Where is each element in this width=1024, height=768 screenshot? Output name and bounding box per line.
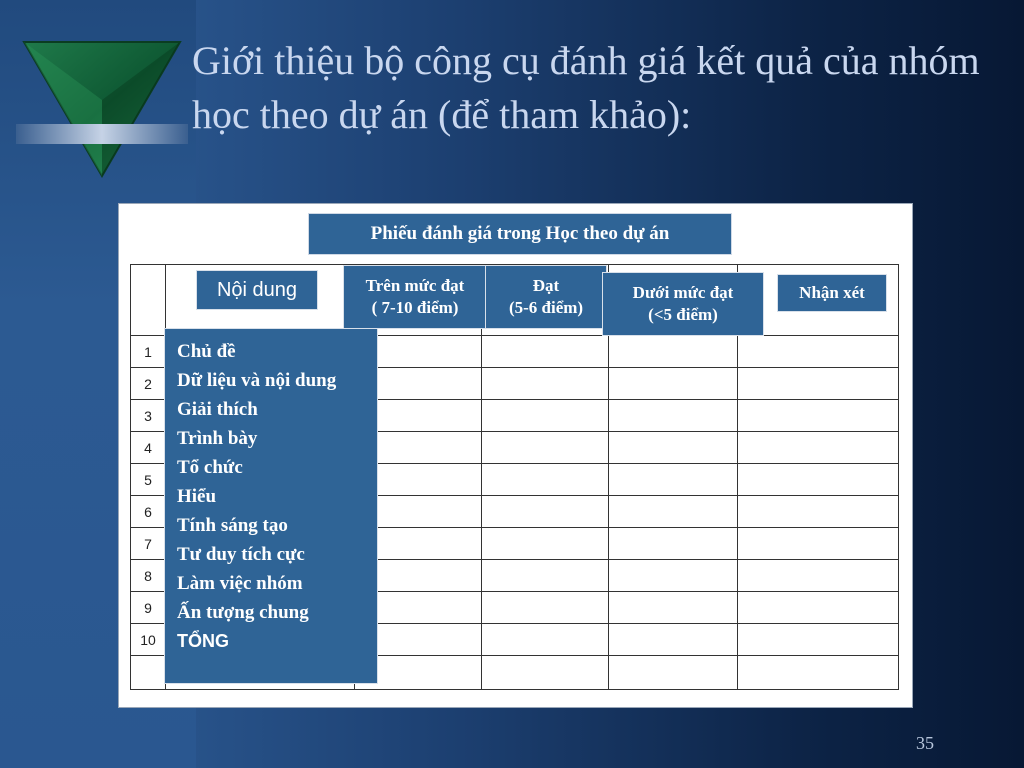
criterion-item: Tư duy tích cực	[177, 544, 305, 565]
criterion-item: Giải thích	[177, 399, 258, 420]
row-number: 9	[131, 592, 166, 624]
row-number: 1	[131, 336, 166, 368]
header-below-line1: Dưới mức đạt	[632, 283, 734, 302]
header-above-standard	[343, 265, 487, 329]
criterion-item: Ấn tượng chung	[177, 602, 309, 623]
page-number: 35	[916, 733, 934, 753]
criterion-item: Chủ đề	[177, 341, 236, 362]
row-number: 6	[131, 496, 166, 528]
header-above-line1: Trên mức đạt	[365, 276, 465, 295]
row-number: 8	[131, 560, 166, 592]
row-number: 5	[131, 464, 166, 496]
row-number: 3	[131, 400, 166, 432]
criterion-item: Tổ chức	[177, 457, 243, 478]
criterion-item: Tính sáng tạo	[177, 515, 288, 536]
criterion-item: Hiểu	[177, 486, 217, 507]
header-below-standard	[602, 272, 764, 336]
row-number: 4	[131, 432, 166, 464]
form-title: Phiếu đánh giá trong Học theo dự án	[308, 213, 732, 255]
header-pass-line1: Đạt	[532, 276, 560, 295]
total-label: TỔNG	[177, 631, 229, 651]
criterion-item: Dữ liệu và nội dung	[177, 370, 337, 391]
green-triangle-logo	[14, 40, 190, 182]
criterion-item: Trình bày	[177, 428, 258, 449]
header-pass	[485, 265, 607, 329]
header-content-label: Nội dung	[216, 279, 298, 301]
header-below-line2: (<5 điểm)	[648, 305, 718, 324]
header-above-line2: ( 7-10 điểm)	[371, 298, 459, 317]
header-pass-line2: (5-6 điểm)	[508, 298, 584, 317]
row-number: 7	[131, 528, 166, 560]
header-comment-label: Nhận xét	[799, 283, 865, 302]
row-number: 10	[131, 624, 166, 656]
criteria-list	[164, 328, 378, 684]
criterion-item: Làm việc nhóm	[177, 573, 303, 594]
header-comment	[777, 274, 887, 312]
row-number: 2	[131, 368, 166, 400]
header-content	[196, 270, 318, 310]
slide-title: Giới thiệu bộ công cụ đánh giá kết quả của nhóm học theo dự án (để tham khảo):	[192, 38, 980, 137]
